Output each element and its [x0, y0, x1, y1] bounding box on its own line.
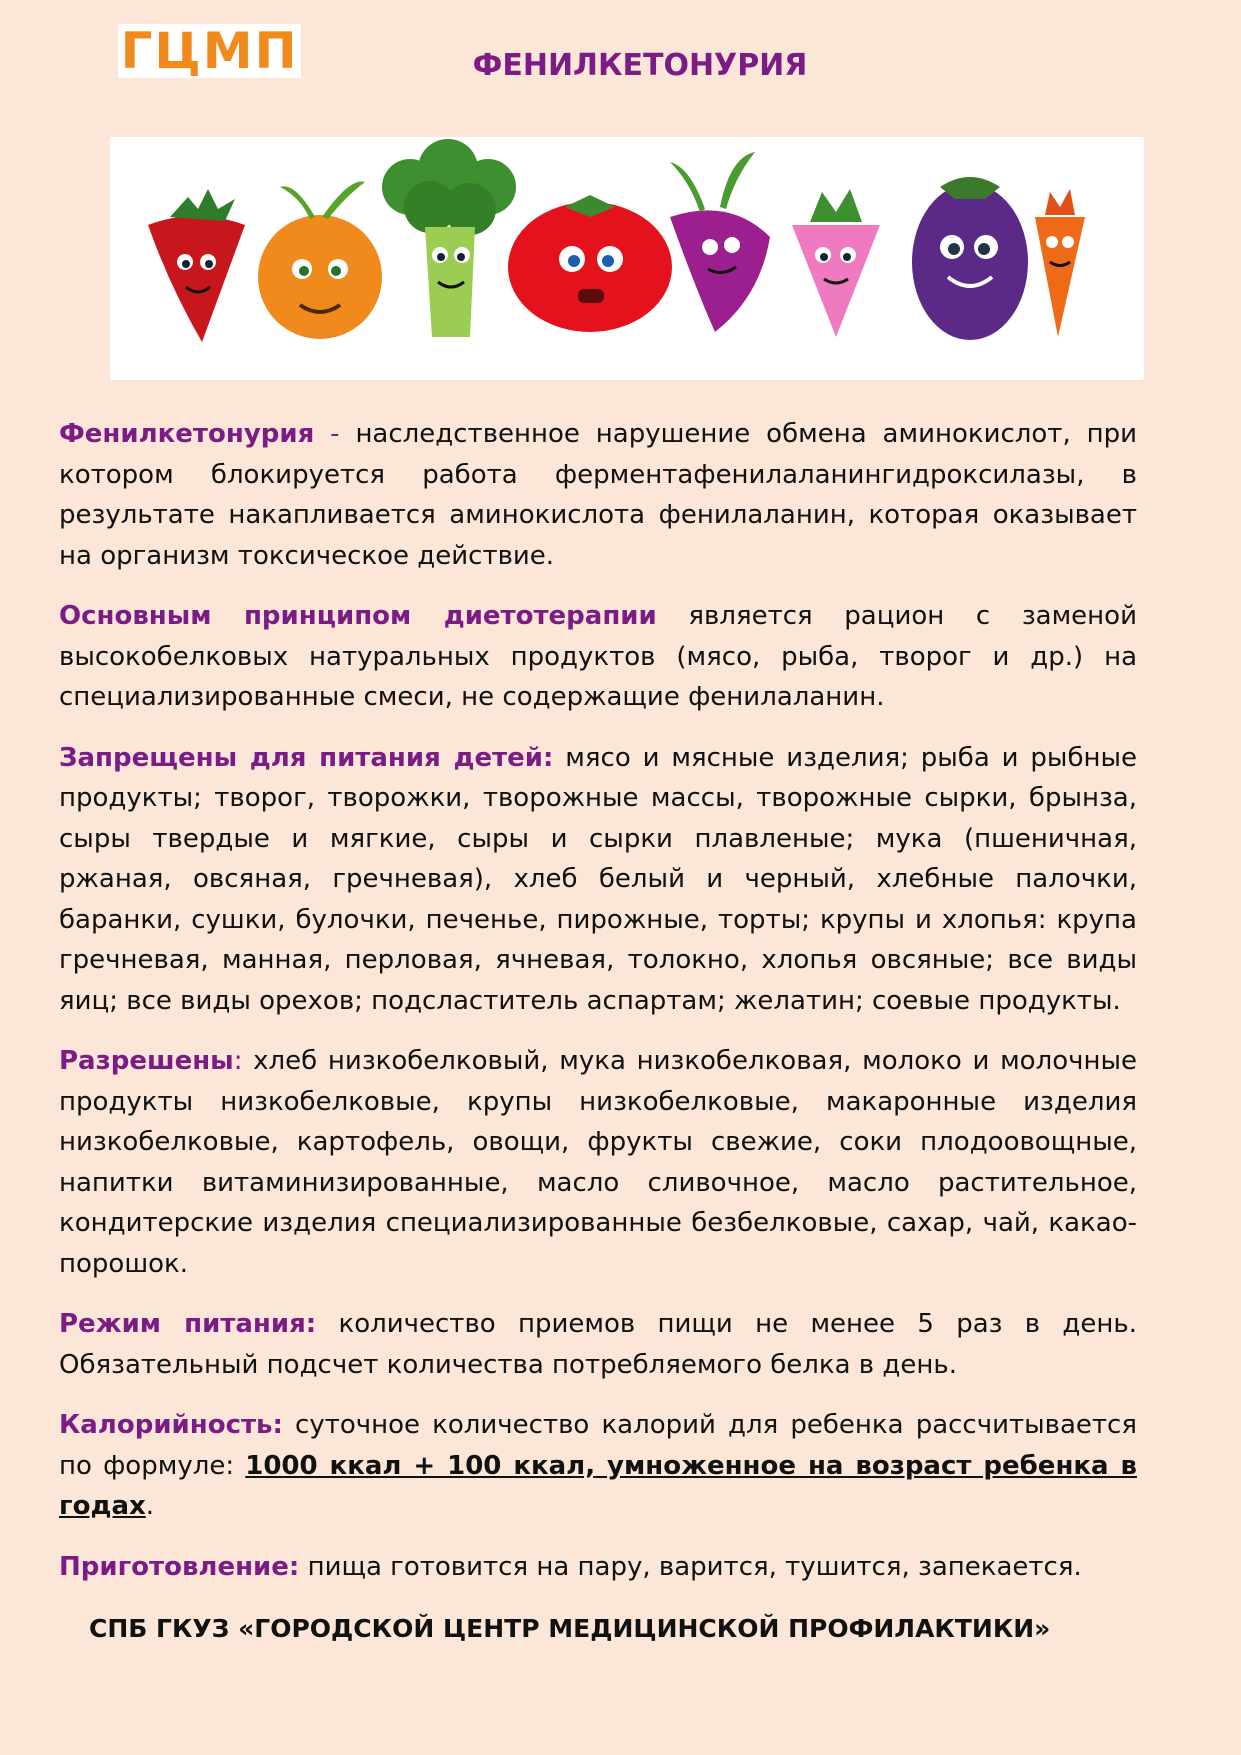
broccoli-icon [382, 139, 516, 337]
term-forbidden: Запрещены для питания детей: [59, 742, 554, 773]
paragraph-diet-principle [59, 596, 1137, 718]
page-title: ФЕНИЛКЕТОНУРИЯ [472, 48, 808, 83]
carrot-icon [1035, 189, 1085, 337]
term-diet-principle: Основным принципом диетотерапии [59, 601, 657, 631]
term-allowed: Разрешены [59, 1046, 234, 1076]
term-cooking: Приготовление: [59, 1551, 300, 1582]
term-separator: - [314, 419, 356, 449]
paragraph-meal-regime [59, 1304, 1137, 1385]
diet-principle-text: является рацион с заменой высокобелковых натуральных продуктов (мясо, рыба, творог и др.) на специализированные смеси, не содержащие фенилаланин. [59, 601, 1137, 712]
meal-regime-text: количество приемов пищи не менее 5 раз в день. Обязательный подсчет количества потребляемого белка в день. [59, 1309, 1137, 1380]
calories-formula: 1000 ккал + 100 ккал, умноженное на возраст ребенка в годах [59, 1450, 1137, 1521]
paragraph-cooking [59, 1547, 1137, 1588]
forbidden-text: мясо и мясные изделия; рыба и рыбные продукты; творог, творожки, творожные массы, творожные сырки, брынза, сыры твердые и мягкие, сыры и сырки плавленые; мука (пшеничная, ржаная, овсяная, гречневая), хлеб белый и черный, хлебные палочки, баранки, сушки, булочки, печенье, пирожные, торты; крупы и хлопья: крупа гречневая, манная, перловая, ячневая, толокно, хлопья овсяные; все виды яиц; все виды орехов; подсластитель аспартам; желатин; соевые продукты. [59, 742, 1137, 1016]
radish-icon [792, 189, 880, 337]
cooking-text: пища готовится на пару, варится, тушится, запекается. [299, 1551, 1082, 1582]
allowed-separator: : [233, 1046, 243, 1076]
strawberry-icon [148, 189, 245, 342]
logo-text: ГЦМП [120, 22, 299, 80]
tomato-icon [508, 195, 672, 332]
paragraph-allowed [59, 1041, 1137, 1284]
beet-icon [670, 152, 770, 332]
paragraph-definition [59, 414, 1137, 576]
term-fenilketonuria: Фенилкетонурия [59, 419, 315, 449]
term-meal-regime: Режим питания: [59, 1309, 317, 1339]
paragraph-calories [59, 1405, 1137, 1527]
calories-end: . [145, 1491, 155, 1521]
calories-text: суточное количество калорий для ребенка рассчитывается по формуле: [59, 1410, 1137, 1481]
orange-icon [258, 181, 382, 339]
allowed-text: хлеб низкобелковый, мука низкобелковая, молоко и молочные продукты низкобелковые, крупы низкобелковые, макаронные изделия низкобелковые, картофель, овощи, фрукты свежие, соки плодоовощные, напитки витаминизированные, масло сливочное, масло растительное, кондитерские изделия специализированные безбелковые, сахар, чай, какао-порошок. [59, 1046, 1137, 1279]
vegetables-illustration-icon [110, 137, 1144, 380]
definition-text: наследственное нарушение обмена аминокислот, при котором блокируется работа ферментафенилаланингидроксилазы, в результате накапливается аминокислота фенилаланин, которая оказывает на организм токсическое действие. [59, 419, 1137, 571]
vegetables-banner [110, 137, 1144, 380]
article-content [59, 414, 1137, 1607]
footer-organization: СПБ ГКУЗ «ГОРОДСКОЙ ЦЕНТР МЕДИЦИНСКОЙ ПРОФИЛАКТИКИ» [89, 1614, 1051, 1643]
eggplant-icon [912, 177, 1028, 340]
term-calories: Калорийность: [59, 1410, 283, 1440]
paragraph-forbidden [59, 738, 1137, 1022]
